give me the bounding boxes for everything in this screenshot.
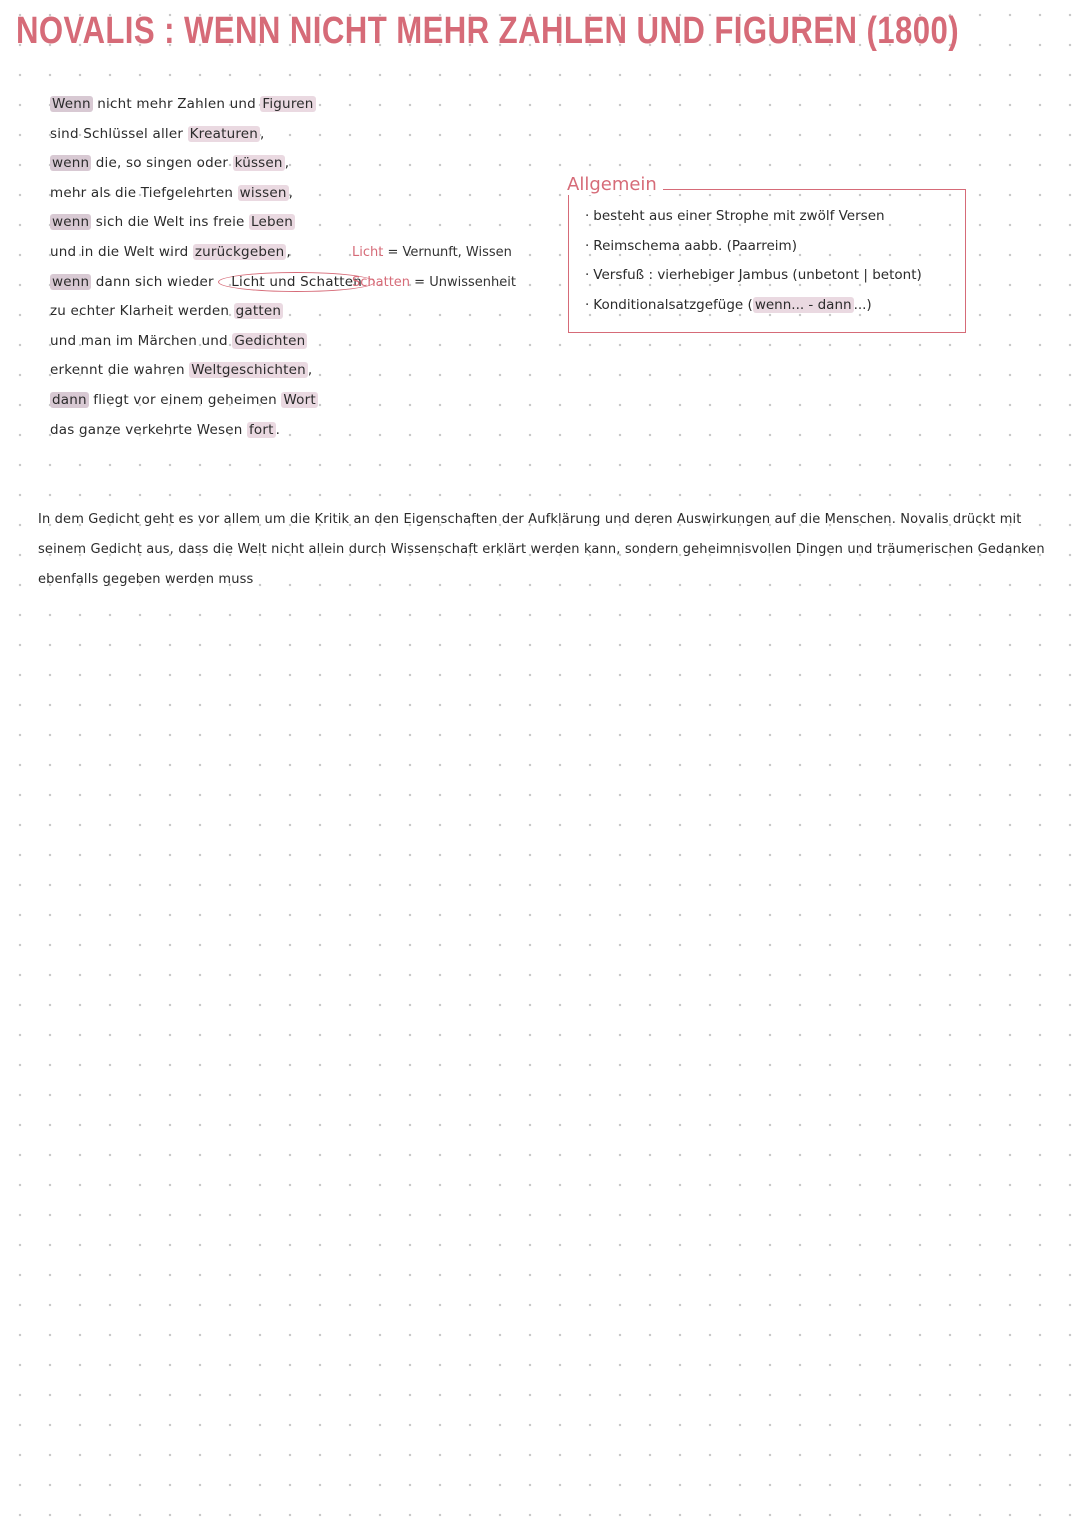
- summary-paragraph: In dem Gedicht geht es vor allem um die Kritik an den Eigenschaften der Aufklärung und deren Auswirkungen auf die Menschen. Novalis drückt mit seinem Gedicht aus, dass die Welt nicht allein durch Wissenschaft erklärt werden kann, sondern geheimnisvollen Dingen und träumerischen Gedanken ebenfalls gegeben werden muss: [38, 512, 1045, 587]
- box-item: [585, 261, 922, 291]
- poem-line-12: [50, 416, 375, 446]
- box-item-text: Reimschema aabb. (Paarreim): [593, 237, 797, 254]
- poem-punctuation: .: [275, 421, 281, 438]
- poem-line-6: [50, 238, 375, 268]
- highlight-rhyme: Leben: [251, 214, 294, 231]
- poem-text: dann sich wieder: [91, 273, 219, 290]
- poem-text: erkennt die wahren: [50, 362, 190, 379]
- note-definition: = Vernunft, Wissen: [383, 245, 512, 260]
- note-schatten: [352, 268, 516, 298]
- poem: [50, 90, 375, 445]
- highlight-rhyme: küssen: [234, 155, 283, 172]
- poem-text: und in die Welt wird: [50, 243, 193, 260]
- note-licht: [352, 238, 516, 268]
- box-item-text: Konditionalsatzgefüge (: [593, 296, 753, 313]
- note-term: Schatten: [352, 274, 411, 290]
- poem-punctuation: ,: [307, 362, 313, 379]
- box-item-text: ...): [853, 296, 872, 313]
- highlight-rhyme: Gedichten: [234, 332, 306, 349]
- highlight-rhyme: wissen: [239, 184, 287, 201]
- highlight-rhyme: Wort: [283, 391, 316, 408]
- poem-line-9: [50, 327, 375, 357]
- box-item-text: Versfuß : vierhebiger Jambus (unbetont | betont): [593, 267, 922, 284]
- highlight-conjunction: wenn: [52, 155, 90, 172]
- poem-line-10: [50, 356, 375, 386]
- highlight-rhyme: zurückgeben: [194, 243, 285, 260]
- poem-text: sich die Welt ins freie: [91, 214, 250, 231]
- poem-line-1: [50, 90, 375, 120]
- note-term: Licht: [352, 245, 384, 260]
- poem-line-4: [50, 179, 375, 209]
- poem-line-8: [50, 297, 375, 327]
- highlight-rhyme: Kreaturen: [189, 125, 259, 142]
- box-item-text: besteht aus einer Strophe mit zwölf Versen: [593, 208, 885, 224]
- highlight-conjunction: wenn: [52, 214, 90, 231]
- poem-text: zu echter Klarheit werden: [50, 303, 234, 320]
- note-definition: = Unwissenheit: [410, 274, 516, 290]
- annotation-notes: [352, 238, 516, 297]
- poem-punctuation: ,: [286, 243, 291, 260]
- highlight-rhyme: Weltgeschichten: [191, 362, 306, 379]
- poem-punctuation: ,: [288, 184, 294, 201]
- box-title: Allgemein: [565, 174, 663, 195]
- poem-punctuation: ,: [260, 125, 265, 142]
- bullet-icon: ·: [585, 208, 590, 224]
- page-title: NOVALIS : WENN NICHT MEHR ZAHLEN UND FIGUREN (1800): [16, 10, 960, 52]
- highlight-rhyme: fort: [248, 421, 274, 438]
- highlight-rhyme: gatten: [235, 303, 282, 320]
- bullet-icon: ·: [585, 237, 590, 254]
- poem-text: mehr als die Tiefgelehrten: [50, 184, 238, 201]
- highlight-conjunction: dann: [52, 391, 87, 408]
- poem-text: das ganze verkehrte Wesen: [50, 421, 247, 438]
- highlight-rhyme: Figuren: [262, 96, 314, 112]
- box-item: [585, 232, 922, 262]
- general-info-box: [567, 174, 966, 333]
- box-item: [585, 291, 922, 321]
- poem-line-7: [50, 268, 375, 298]
- box-item: [585, 202, 922, 232]
- bullet-icon: ·: [585, 296, 590, 313]
- poem-line-2: [50, 120, 375, 150]
- box-list: [585, 202, 922, 320]
- circled-phrase: Licht und Schatten: [218, 272, 375, 292]
- poem-text: und man im Märchen und: [50, 332, 233, 349]
- poem-punctuation: ,: [284, 155, 290, 172]
- highlight-conjunction: wenn: [52, 273, 90, 290]
- bullet-icon: ·: [585, 267, 590, 284]
- poem-line-5: [50, 208, 375, 238]
- poem-text: nicht mehr Zahlen und: [92, 96, 261, 112]
- poem-line-3: [50, 149, 375, 179]
- poem-text: sind Schlüssel aller: [50, 125, 188, 142]
- highlight-structure: wenn... - dann: [754, 296, 852, 313]
- poem-text: die, so singen oder: [91, 155, 233, 172]
- poem-line-11: [50, 386, 375, 416]
- highlight-conjunction: Wenn: [52, 96, 91, 112]
- poem-text: fliegt vor einem geheimen: [88, 391, 282, 408]
